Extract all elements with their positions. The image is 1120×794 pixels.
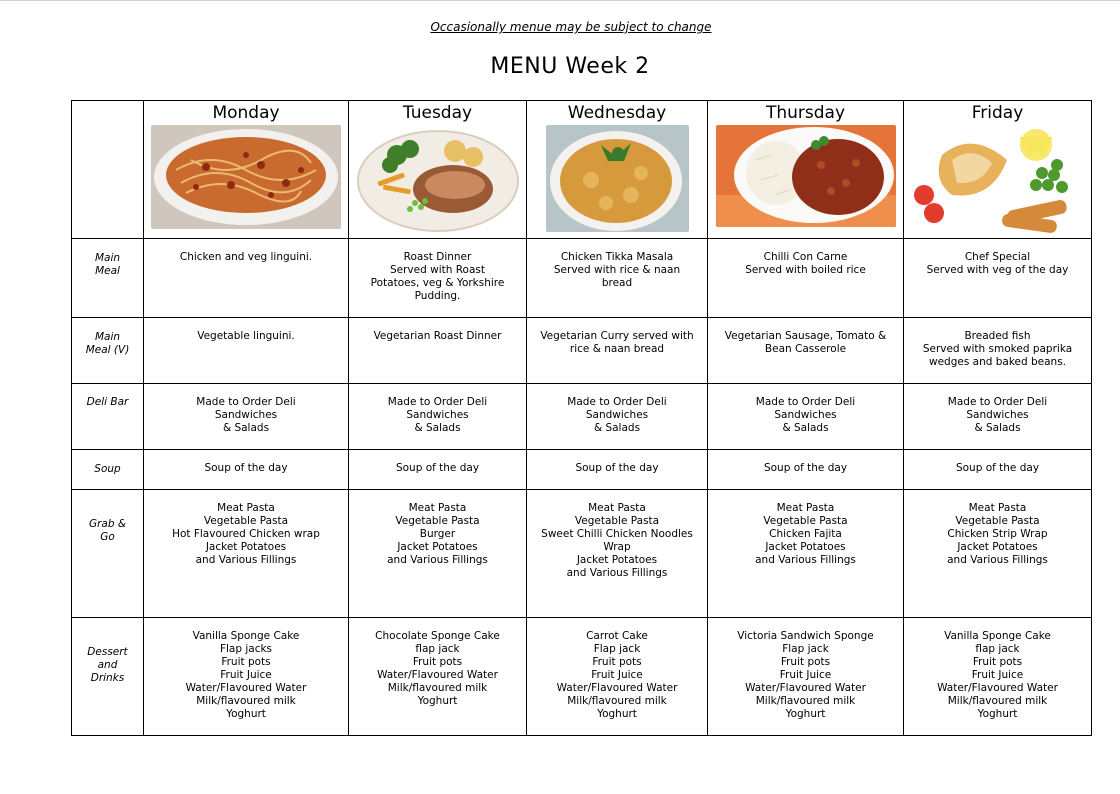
menu-cell: Chocolate Sponge Cake flap jack Fruit pots Water/Flavoured Water Milk/flavoured milk Yoghurt [349,618,527,736]
menu-cell: Made to Order Deli Sandwiches & Salads [904,384,1092,450]
menu-cell: Meat Pasta Vegetable Pasta Burger Jacket Potatoes and Various Fillings [349,490,527,618]
menu-cell: Made to Order Deli Sandwiches & Salads [527,384,708,450]
menu-cell: Breaded fish Served with smoked paprika wedges and baked beans. [904,318,1092,384]
row-main-meal [72,239,1092,318]
fish-chips-peas-photo [912,125,1084,237]
day-name: Wednesday [567,103,667,123]
menu-cell: Vegetarian Sausage, Tomato & Bean Casserole [708,318,904,384]
row-label-deli-bar: Deli Bar [72,384,144,450]
menu-cell: Meat Pasta Vegetable Pasta Sweet Chilli Chicken Noodles Wrap Jacket Potatoes and Various Fillings [527,490,708,618]
menu-cell: Chicken Tikka Masala Served with rice & naan bread [527,239,708,318]
menu-table [71,100,1092,736]
page-top-rule [0,0,1120,1]
day-header-monday [144,101,349,239]
day-header-tuesday [349,101,527,239]
day-name: Thursday [765,103,846,123]
row-dessert-drinks [72,618,1092,736]
day-name: Monday [212,103,280,123]
menu-cell: Chef Special Served with veg of the day [904,239,1092,318]
menu-cell: Carrot Cake Flap jack Fruit pots Fruit Juice Water/Flavoured Water Milk/flavoured milk Yoghurt [527,618,708,736]
page-title: MENU Week 2 [490,54,650,79]
row-soup [72,450,1092,490]
menu-cell: Made to Order Deli Sandwiches & Salads [349,384,527,450]
menu-cell: Vegetarian Roast Dinner [349,318,527,384]
menu-cell: Made to Order Deli Sandwiches & Salads [144,384,349,450]
row-label-dessert-drinks: Dessert and Drinks [72,618,144,736]
row-label-main-meal: Main Meal [72,239,144,318]
change-notice: Occasionally menue may be subject to change [430,20,712,34]
day-header-thursday [708,101,904,239]
corner-cell [72,101,144,239]
menu-cell: Vegetable linguini. [144,318,349,384]
roast-dinner-plate-photo [355,125,521,233]
day-name: Friday [971,103,1024,123]
day-header-friday [904,101,1092,239]
row-label-soup: Soup [72,450,144,490]
linguini-plate-photo [151,125,341,229]
menu-cell: Vanilla Sponge Cake Flap jacks Fruit pots Fruit Juice Water/Flavoured Water Milk/flavoured milk Yoghurt [144,618,349,736]
chilli-rice-bowl-photo [716,125,896,227]
menu-cell: Vanilla Sponge Cake flap jack Fruit pots Fruit Juice Water/Flavoured Water Milk/flavoured milk Yoghurt [904,618,1092,736]
row-deli-bar [72,384,1092,450]
menu-cell: Soup of the day [527,450,708,490]
menu-cell: Meat Pasta Vegetable Pasta Chicken Fajita Jacket Potatoes and Various Fillings [708,490,904,618]
day-header-wednesday [527,101,708,239]
row-label-grab-go: Grab & Go [72,490,144,618]
header-row [72,101,1092,239]
menu-cell: Soup of the day [708,450,904,490]
menu-cell: Vegetarian Curry served with rice & naan bread [527,318,708,384]
row-grab-go [72,490,1092,618]
day-name: Tuesday [402,103,473,123]
menu-cell: Made to Order Deli Sandwiches & Salads [708,384,904,450]
menu-cell: Roast Dinner Served with Roast Potatoes, veg & Yorkshire Pudding. [349,239,527,318]
row-main-meal-v [72,318,1092,384]
menu-cell: Chilli Con Carne Served with boiled rice [708,239,904,318]
menu-cell: Meat Pasta Vegetable Pasta Hot Flavoured Chicken wrap Jacket Potatoes and Various Fillings [144,490,349,618]
menu-cell: Chicken and veg linguini. [144,239,349,318]
row-label-main-meal-v: Main Meal (V) [72,318,144,384]
menu-cell: Victoria Sandwich Sponge Flap jack Fruit pots Fruit Juice Water/Flavoured Water Milk/flavoured milk Yoghurt [708,618,904,736]
menu-cell: Soup of the day [144,450,349,490]
menu-cell: Soup of the day [349,450,527,490]
menu-cell: Meat Pasta Vegetable Pasta Chicken Strip Wrap Jacket Potatoes and Various Fillings [904,490,1092,618]
curry-bowl-photo [546,125,689,232]
menu-cell: Soup of the day [904,450,1092,490]
